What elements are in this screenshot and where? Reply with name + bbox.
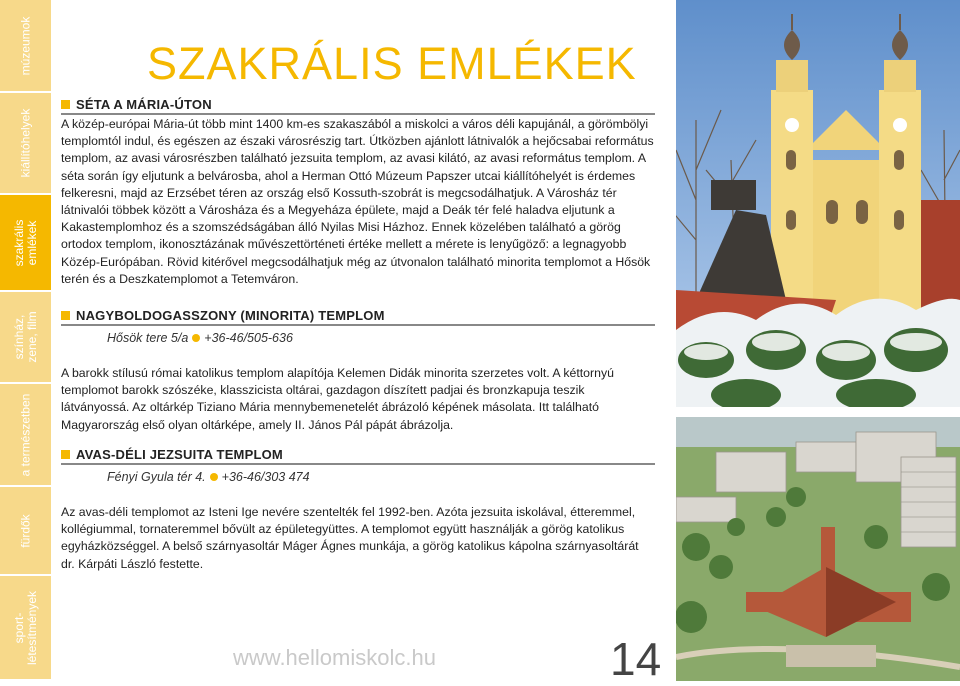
tab-szakralis-emlekek[interactable] <box>0 195 51 292</box>
tab-muzeumok[interactable] <box>0 0 51 93</box>
tab-sportletesitmenyek[interactable] <box>0 576 51 681</box>
page-number: 14 <box>610 633 662 685</box>
address: Fényi Gyula tér 4. <box>107 470 206 484</box>
yellow-square-icon <box>61 450 70 459</box>
aerial-illustration <box>676 417 960 681</box>
yellow-dot-icon <box>192 334 200 342</box>
tab-szinhaz-zene-film[interactable] <box>0 292 51 384</box>
section-body: A barokk stílusú római katolikus templom alapítója Kelemen Didák minorita szerzetes volt. A kéttornyú templomot barokk szószéke, klasszicista oltárai, gazdagon díszített padjai és bronzkapuja teszik látványossá. Az oltárkép Tiziano Mária mennybemenetelét ábrázoló képének másolata. Itt található Magyarország első olyan oltárképe, amely II. János Pál pápát ábrázolja. <box>61 366 614 432</box>
section-heading <box>61 447 655 465</box>
tab-label: fürdők <box>18 513 32 548</box>
section-tabs <box>0 0 51 681</box>
phone: +36-46/505-636 <box>204 331 293 345</box>
yellow-square-icon <box>61 100 70 109</box>
tab-a-termeszetben[interactable] <box>0 384 51 487</box>
website-url[interactable]: www.hellomiskolc.hu <box>233 645 436 670</box>
tab-label: múzeumok <box>18 16 32 75</box>
page-title: SZAKRÁLIS EMLÉKEK <box>147 38 637 89</box>
tab-kiallitohelyek[interactable] <box>0 93 51 195</box>
address-line <box>107 470 655 484</box>
tab-label: a természetben <box>18 393 32 476</box>
photo-avas-deli-jezsuita-aerial <box>676 417 960 681</box>
section-body: Az avas-déli templomot az Isteni Ige nevére szentelték fel 1992-ben. Azóta jezsuita iskolával, étteremmel, kollégiummal, tornateremmel bővült az épületegyüttes. A templomot együtt használják a görög katolikus egyházközséggel. A belső szárnyasoltár Máger Ágnes munkája, a görög katolikus kápolna szárnyasoltárát dr. Kárpáti László festette. <box>61 505 639 571</box>
address: Hősök tere 5/a <box>107 331 189 345</box>
tab-label: szakrális emlékek <box>11 219 39 266</box>
yellow-square-icon <box>61 311 70 320</box>
tab-label: színház, zene, film <box>11 311 39 363</box>
yellow-dot-icon <box>210 473 218 481</box>
section-seta-a-maria-uton <box>61 97 655 288</box>
section-heading-text: NAGYBOLDOGASSZONY (MINORITA) TEMPLOM <box>76 308 385 323</box>
church-illustration <box>676 0 960 407</box>
section-heading-text: AVAS-DÉLI JEZSUITA TEMPLOM <box>76 447 283 462</box>
section-heading <box>61 97 655 115</box>
tab-label: kiállítóhelyek <box>18 108 32 178</box>
photo-minorita-church-winter <box>676 0 960 407</box>
phone: +36-46/303 474 <box>221 470 310 484</box>
tab-furdok[interactable] <box>0 487 51 576</box>
section-heading-text: SÉTA A MÁRIA-ÚTON <box>76 97 212 112</box>
section-heading <box>61 308 655 326</box>
address-line <box>107 331 655 345</box>
tab-label: sport- létesítmények <box>11 590 39 665</box>
section-avas-deli-jezsuita-templom <box>61 447 655 573</box>
section-body: A közép-európai Mária-út több mint 1400 km-es szakaszából a miskolci a város déli kapujánál, a görömbölyi templomtól indul, és egészen az északi városrészig tart. Útközben ajánlott látnivalók a hejőcsabai református templom, az avasi városrészben található jezsuita templom, az avasi kilátó, az avasi református templom. A séta során így eljutunk a belvárosba, ahol a Herman Ottó Múzeum Papszer utcai kiállítóhelyét is érdemes felkeresni, majd az Erzsébet téren az ország első Kossuth-szobrát is megcsodálhatjuk. A Városház tér látnivalói többek között a Városháza és a Megyeháza épülete, majd a Deák tér felé haladva eljutunk a Kakastemplomhoz és a szomszédságában álló Nyilas Misi Házhoz. Ennek közelében található a görög ortodox templom, ikonosztázának művészettörténeti értéke mellett a mérete is lenyűgöző: a legnagyobb Közép-Európában. Rövid kitérővel megcsodálhatjuk még az útvonalon található minorita templomot a Hősök terén és a Deszkatemplomot a Tetemváron. <box>61 117 654 286</box>
section-minorita-templom <box>61 308 655 434</box>
